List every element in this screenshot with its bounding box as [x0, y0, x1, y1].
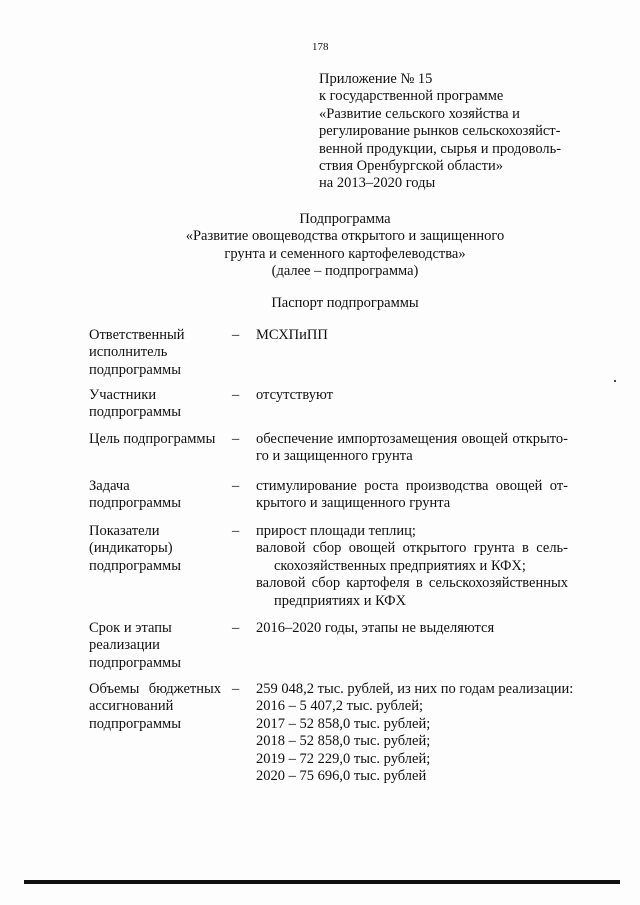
row-dash: –	[232, 431, 240, 447]
appendix-line: венной продукции, сырья и продоволь-	[319, 140, 562, 157]
row-label	[89, 431, 229, 448]
row-label-line: подпрограммы	[89, 404, 181, 421]
row-label-line: Цель подпрограммы	[89, 431, 216, 447]
row-value-line: 2018 – 52 858,0 тыс. рублей;	[256, 733, 431, 750]
row-dash: –	[232, 681, 240, 697]
passport-title: Паспорт подпрограммы	[271, 295, 419, 311]
row-label-line: подпрограммы	[89, 361, 181, 378]
row-value-line: предприятиях и КФХ	[274, 592, 407, 609]
scan-speck	[614, 380, 616, 382]
row-value-line: обеспечение импортозамещения овощей открыто-	[256, 431, 568, 447]
row-value-line: 2020 – 75 696,0 тыс. рублей	[256, 768, 427, 785]
row-value	[256, 327, 568, 344]
row-value-line: го и защищенного грунта	[256, 448, 413, 465]
row-value-line: 2016 – 5 407,2 тыс. рублей;	[256, 698, 423, 715]
row-label	[89, 478, 229, 513]
subprogram-line: (далее – подпрограмма)	[271, 263, 419, 280]
appendix-line: на 2013–2020 годы	[319, 175, 436, 192]
row-label-line: ассигнований	[89, 698, 174, 715]
row-dash: –	[232, 620, 240, 636]
appendix-line: Приложение № 15	[319, 71, 433, 87]
row-dash: –	[232, 327, 240, 343]
row-label	[89, 681, 229, 733]
row-label-line: подпрограммы	[89, 654, 181, 671]
subprogram-line: Подпрограмма	[299, 211, 391, 227]
row-value-line: 2019 – 72 229,0 тыс. рублей;	[256, 750, 431, 767]
row-label	[89, 620, 229, 672]
row-label	[89, 523, 229, 575]
row-dash: –	[232, 478, 240, 494]
row-label-line: Срок и этапы	[89, 620, 172, 636]
row-label	[89, 387, 229, 422]
subprogram-title	[110, 211, 580, 281]
row-value	[256, 431, 568, 466]
row-label-line: Ответственный	[89, 327, 185, 343]
row-value	[256, 523, 568, 610]
row-dash: –	[232, 387, 240, 403]
appendix-line: регулирование рынков сельскохозяйст-	[319, 123, 561, 140]
row-value-line: скохозяйственных предприятиях и КФХ;	[274, 557, 526, 574]
row-value-line: 259 048,2 тыс. рублей, из них по годам реализации:	[256, 681, 574, 697]
row-value	[256, 620, 568, 637]
row-value-line: валовой сбор овощей открытого грунта в сель-	[256, 540, 568, 557]
row-label-line: Показатели	[89, 523, 160, 539]
subprogram-line: грунта и семенного картофелеводства»	[224, 245, 466, 262]
row-value-line: валовой сбор картофеля в сельскохозяйственных	[256, 575, 568, 592]
row-value-line: крытого и защищенного грунта	[256, 495, 451, 512]
appendix-line: к государственной программе	[319, 88, 504, 105]
row-label	[89, 327, 229, 379]
row-value-line: стимулирование роста производства овощей от-	[256, 478, 568, 494]
page-number: 178	[312, 41, 329, 53]
row-value-line: прирост площади теплиц;	[256, 523, 416, 539]
row-label-line: Участники	[89, 387, 157, 403]
row-value	[256, 387, 568, 404]
row-value	[256, 681, 574, 785]
appendix-line: ствия Оренбургской области»	[319, 158, 503, 175]
row-dash: –	[232, 523, 240, 539]
subprogram-line: «Развитие овощеводства открытого и защищенного	[185, 228, 505, 245]
bottom-rule	[24, 880, 620, 884]
row-value	[256, 478, 568, 513]
appendix-line: «Развитие сельского хозяйства и	[319, 105, 520, 122]
row-label-line: подпрограммы	[89, 557, 181, 574]
row-value-line: 2017 – 52 858,0 тыс. рублей;	[256, 715, 431, 732]
row-value-line: отсутствуют	[256, 387, 333, 403]
row-label-line: реализации	[89, 637, 160, 654]
row-label-line: Объемы бюджетных	[89, 681, 221, 697]
appendix-header	[319, 71, 599, 193]
row-label-line: подпрограммы	[89, 715, 181, 732]
row-value-line: МСХПиПП	[256, 327, 328, 343]
row-label-line: (индикаторы)	[89, 540, 173, 557]
row-label-line: исполнитель	[89, 344, 168, 361]
row-label-line: Задача	[89, 478, 130, 494]
row-value-line: 2016–2020 годы, этапы не выделяются	[256, 620, 495, 636]
row-label-line: подпрограммы	[89, 495, 181, 512]
